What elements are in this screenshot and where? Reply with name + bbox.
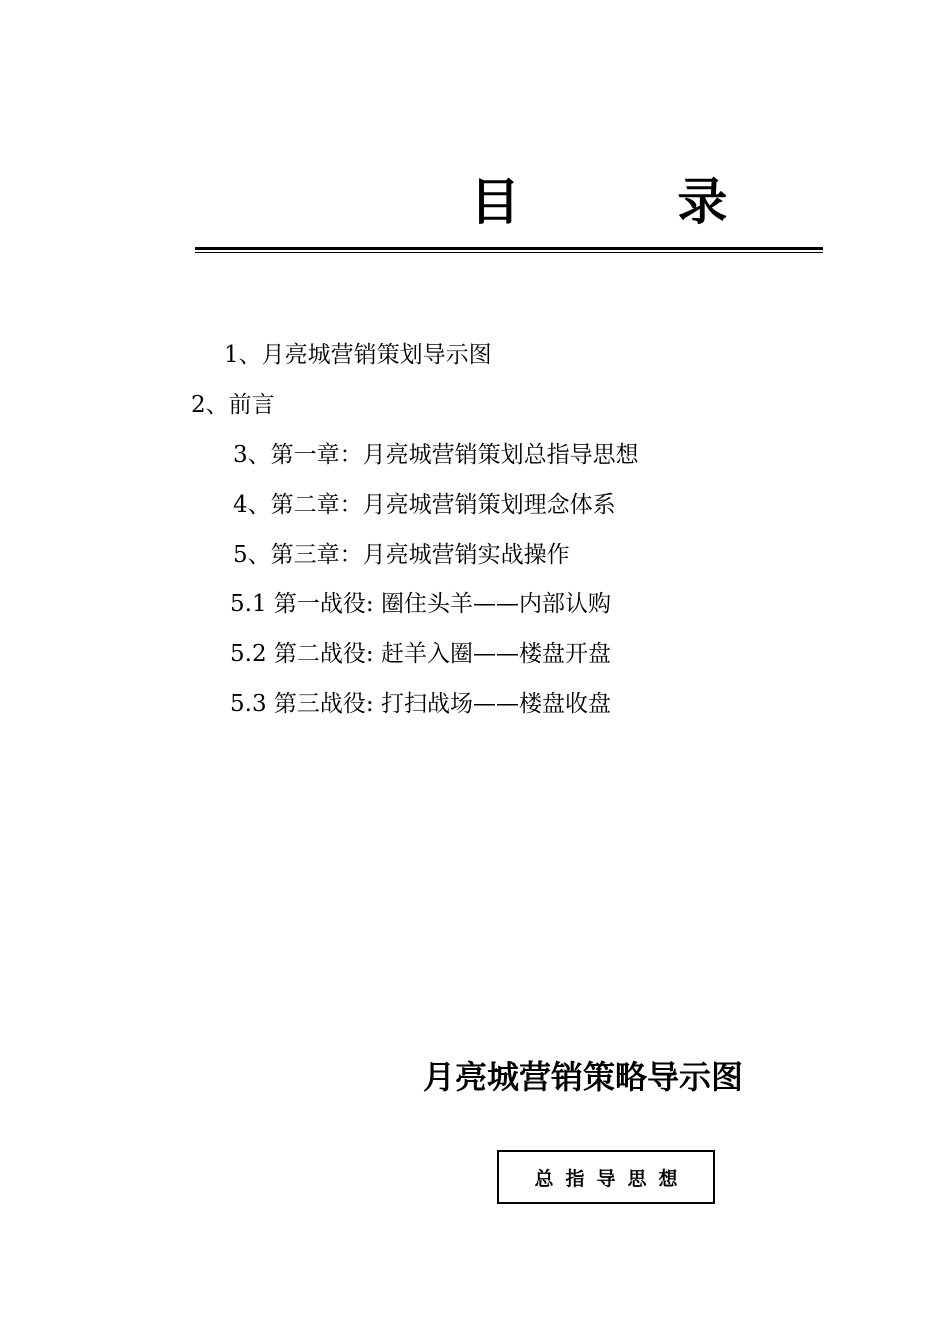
toc-item-5-1: 5.1 第一战役: 圈住头羊——内部认购 [230, 591, 611, 617]
toc-item-1: 1、月亮城营销策划导示图 [224, 342, 492, 368]
toc-title: 目 录 [470, 173, 798, 231]
toc-item-3: 3、第一章：月亮城营销策划总指导思想 [233, 442, 639, 468]
toc-item-5-2: 5.2 第二战役: 赶羊入圈——楼盘开盘 [230, 641, 611, 667]
guiding-principle-box [497, 1150, 715, 1204]
toc-item-5: 5、第三章：月亮城营销实战操作 [233, 542, 570, 568]
diagram-title: 月亮城营销策略导示图 [423, 1058, 744, 1096]
toc-item-5-3: 5.3 第三战役: 打扫战场——楼盘收盘 [230, 691, 611, 717]
toc-item-2: 2、前言 [191, 392, 275, 418]
title-double-rule [195, 247, 823, 253]
toc-item-4: 4、第二章：月亮城营销策划理念体系 [233, 492, 616, 518]
guiding-principle-label: 总指导思想 [534, 1167, 690, 1190]
